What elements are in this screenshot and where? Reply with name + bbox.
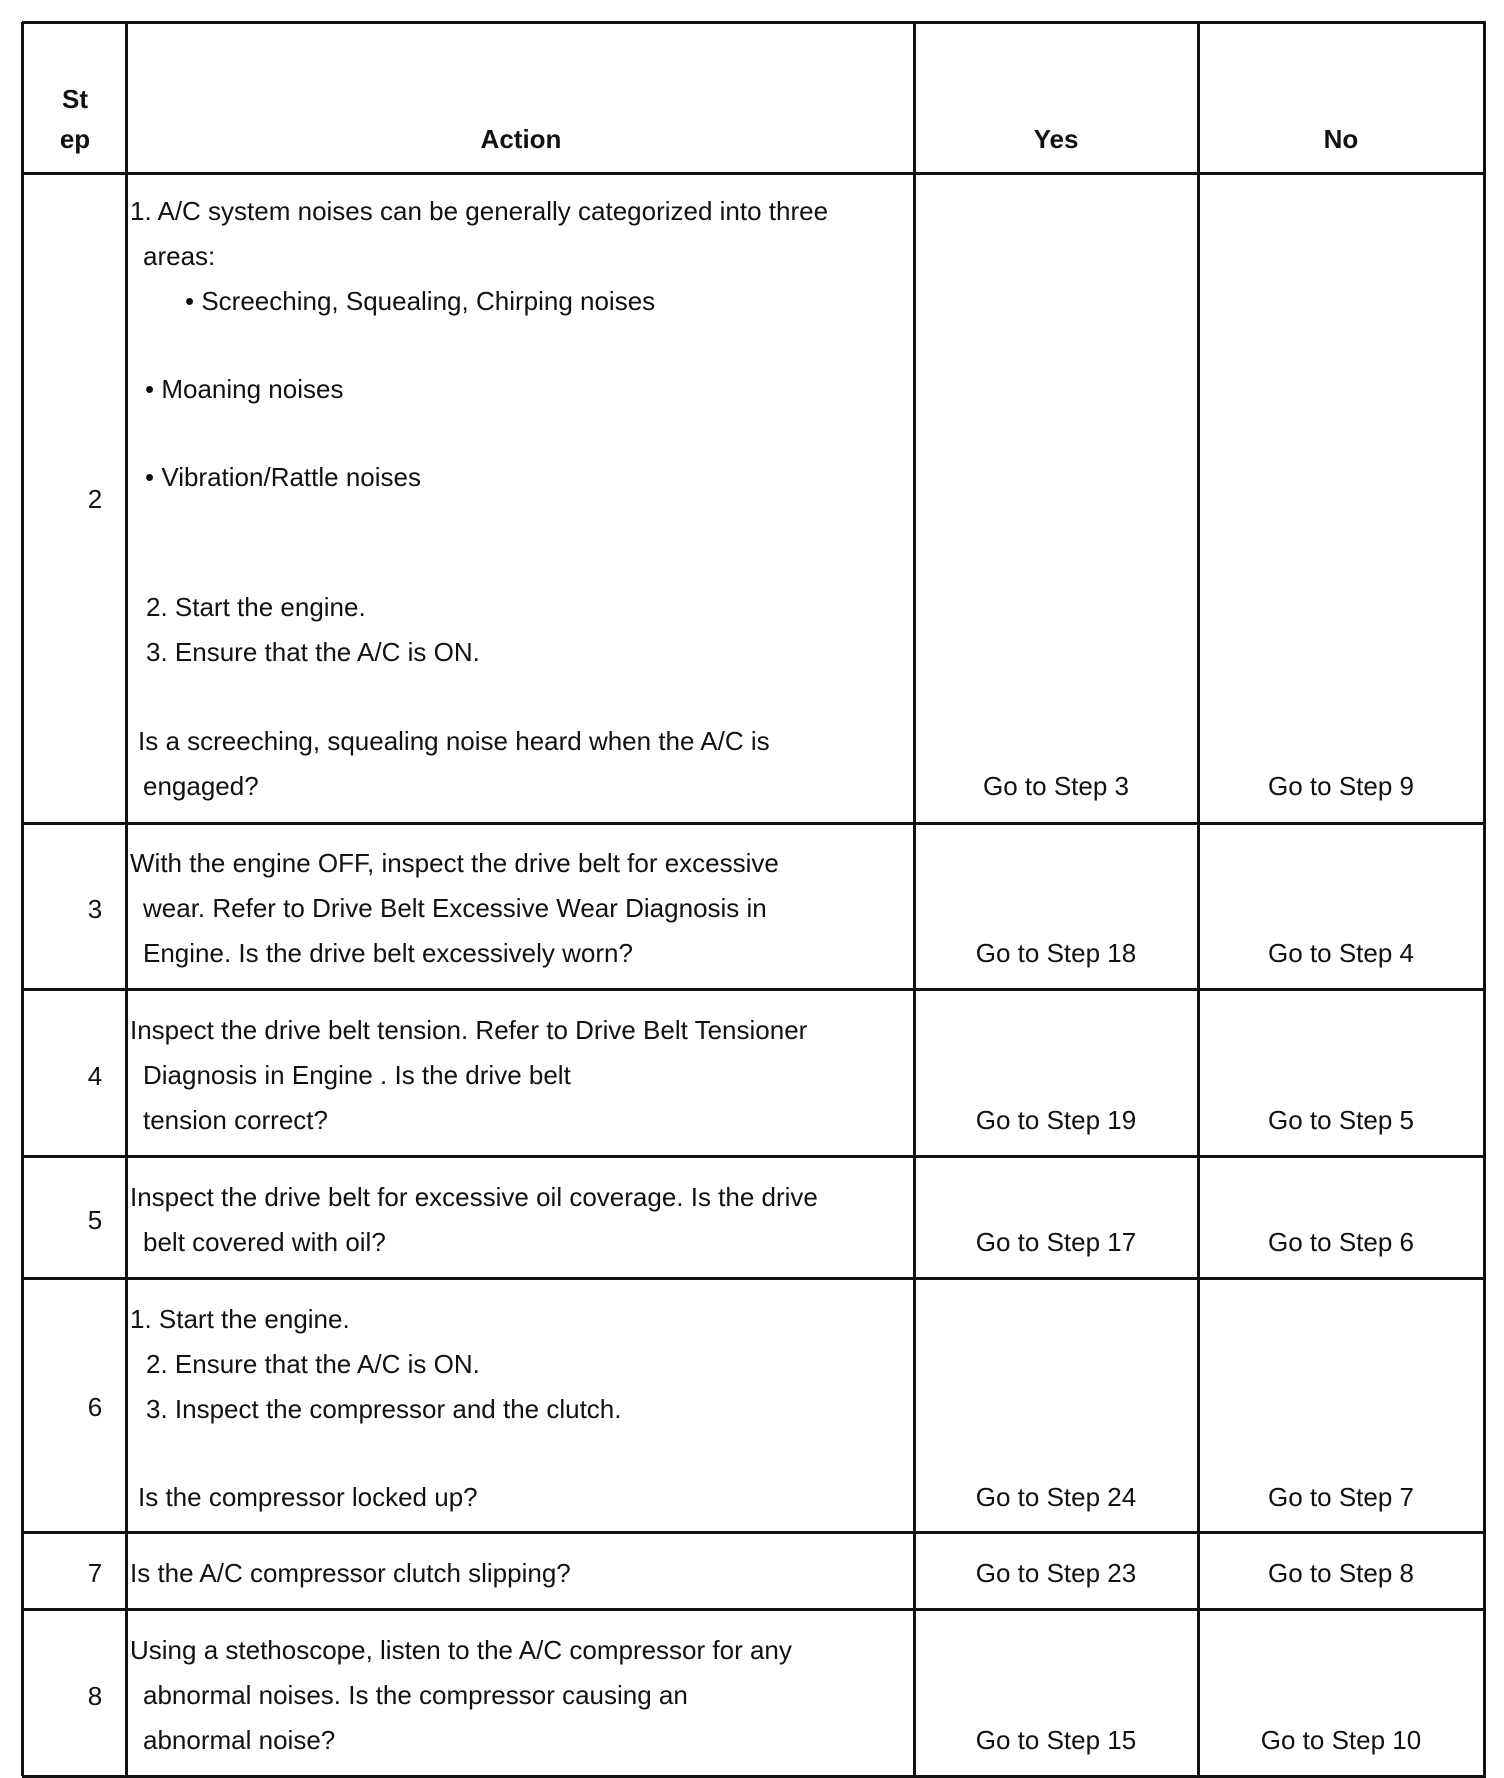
yes-cell: Go to Step 18 [975,938,1137,968]
table-row-divider [22,172,1486,175]
action-text: wear. Refer to Drive Belt Excessive Wear Diagnosis in [143,893,767,923]
table-row-divider [22,1155,1486,1158]
action-text: Using a stethoscope, listen to the A/C compressor for any [130,1635,792,1665]
action-text: tension correct? [143,1105,328,1135]
action-text: Inspect the drive belt for excessive oil coverage. Is the drive [130,1182,818,1212]
action-text: Is a screeching, squealing noise heard when the A/C is [138,726,770,756]
yes-cell: Go to Step 23 [975,1558,1137,1588]
step-number: 7 [87,1558,103,1588]
yes-cell: Go to Step 17 [975,1227,1137,1257]
no-cell: Go to Step 6 [1268,1227,1414,1257]
action-text: Is the compressor locked up? [138,1482,478,1512]
yes-cell: Go to Step 19 [975,1105,1137,1135]
action-text: Engine. Is the drive belt excessively worn? [143,938,633,968]
action-text: • Screeching, Squealing, Chirping noises [185,286,656,316]
action-text: 1. Start the engine. [130,1304,350,1334]
action-text: 1. A/C system noises can be generally categorized into three [130,196,829,226]
action-text: 2. Start the engine. [146,592,366,622]
table-column-divider [1197,22,1200,1776]
action-text: areas: [143,241,216,271]
step-number: 3 [87,894,103,924]
table-column-divider [913,22,916,1776]
yes-cell: Go to Step 24 [975,1482,1137,1512]
table-row-divider [22,1531,1486,1534]
no-cell: Go to Step 8 [1268,1558,1414,1588]
step-number: 2 [87,484,103,514]
action-text: Is the A/C compressor clutch slipping? [130,1558,571,1588]
no-cell: Go to Step 7 [1268,1482,1414,1512]
table-row-divider [22,21,1486,24]
table-column-divider [1483,22,1486,1776]
action-text: abnormal noises. Is the compressor causing an [143,1680,688,1710]
no-cell: Go to Step 5 [1268,1105,1414,1135]
no-cell: Go to Step 10 [1260,1725,1422,1755]
table-row-divider [22,1277,1486,1280]
action-text: Inspect the drive belt tension. Refer to Drive Belt Tensioner [130,1015,808,1045]
action-text: With the engine OFF, inspect the drive belt for excessive [130,848,779,878]
header-step-line2: ep [59,124,91,154]
table-row-divider [22,822,1486,825]
step-number: 8 [87,1681,103,1711]
action-text: 3. Ensure that the A/C is ON. [146,637,480,667]
header-yes: Yes [1033,124,1079,154]
action-text: Diagnosis in Engine . Is the drive belt [143,1060,571,1090]
no-cell: Go to Step 9 [1268,771,1414,801]
action-text: belt covered with oil? [143,1227,386,1257]
yes-cell: Go to Step 3 [983,771,1129,801]
step-number: 6 [87,1392,103,1422]
header-step-line1: St [62,84,88,114]
action-text: • Vibration/Rattle noises [145,462,421,492]
step-number: 4 [87,1061,103,1091]
action-text: engaged? [143,771,259,801]
yes-cell: Go to Step 15 [975,1725,1137,1755]
header-action: Action [480,124,562,154]
step-number: 5 [87,1205,103,1235]
action-text: • Moaning noises [145,374,344,404]
action-text: 3. Inspect the compressor and the clutch. [146,1394,622,1424]
action-text: 2. Ensure that the A/C is ON. [146,1349,480,1379]
no-cell: Go to Step 4 [1268,938,1414,968]
action-text: abnormal noise? [143,1725,336,1755]
table-row-divider [22,988,1486,991]
header-no: No [1323,124,1359,154]
table-row-divider [22,1608,1486,1611]
